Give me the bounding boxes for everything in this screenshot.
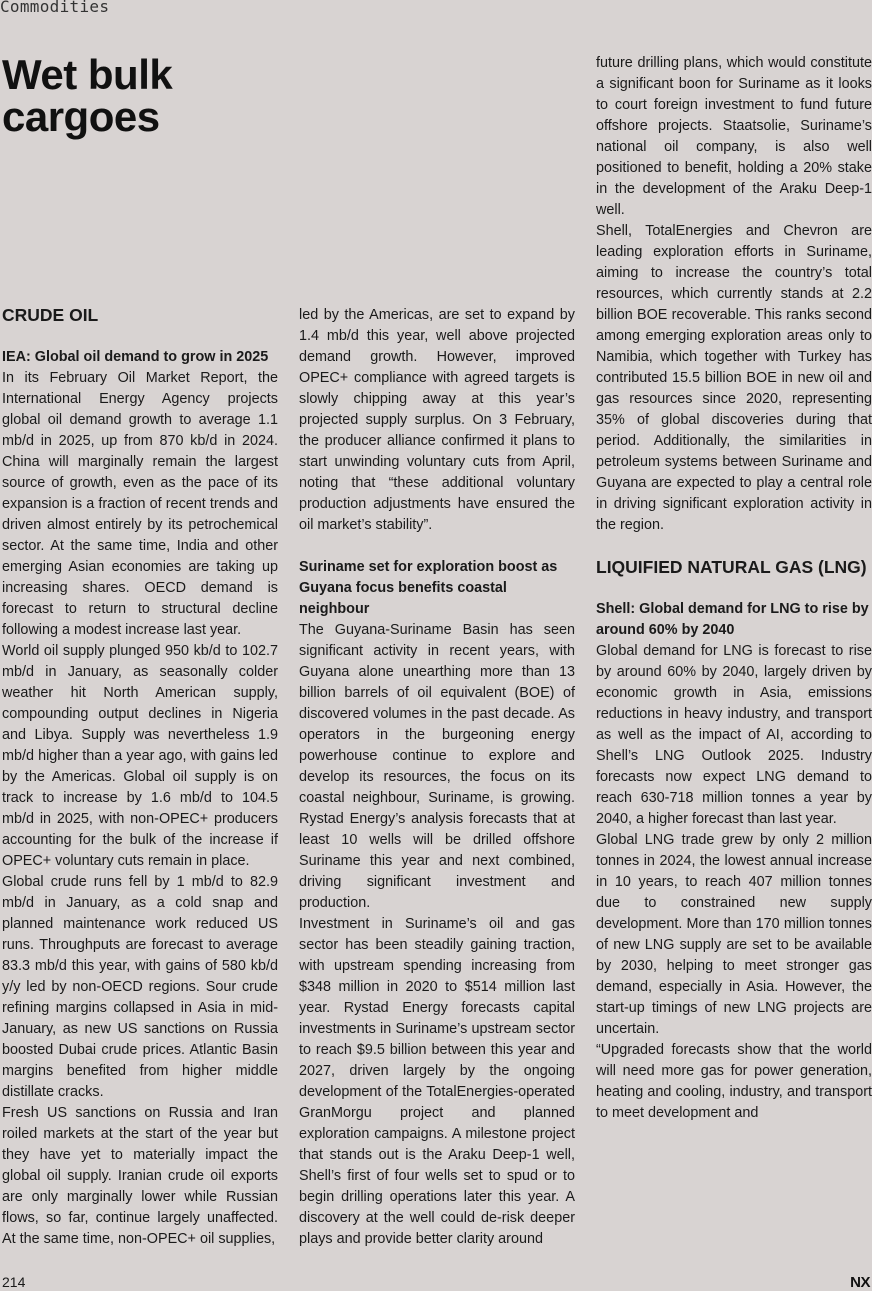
paragraph-continued: future drilling plans, which would constitute a significant boon for Suriname as it looks to court foreign investment to fund future offshore projects. Staatsolie, Suriname’s national oil company, is also well positioned to benefit, holding a 20% stake in the development of the Araku Deep-1 well. bbox=[596, 55, 872, 218]
paragraph: Global crude runs fell by 1 mb/d to 82.9 mb/d in January, as a cold snap and planned maintenance work reduced US runs. Throughputs are forecast to average 83.3 mb/d this year, with gains of 580 kb/d y/y led by non-OECD regions. Sour crude refining margins collapsed in Asia in mid-January, as new US sanctions on Russia boosted Dubai crude prices. Atlantic Basin margins benefited from higher middle distillate cracks. bbox=[2, 874, 278, 1100]
paragraph-split: Fresh US sanctions on Russia and Iran roiled markets at the start of the year but they have yet to materially impact the global oil supply. Iranian crude oil exports are only marginally lower while Russian flows, so far, continue largely unaffected. At the same time, non-OPEC+ oil supplies, bbox=[2, 1105, 278, 1247]
column-2 bbox=[299, 305, 575, 1250]
paragraph-split: Investment in Suriname’s oil and gas sector has been steadily gaining traction, with upstream spending increasing from $348 million in 2020 to $514 million last year. Rystad Energy forecasts capital investments in Suriname’s upstream sector to reach $9.5 billion between this year and 2027, driven largely by the ongoing development of the TotalEnergies-operated GranMorgu project and planned exploration campaigns. A milestone project that stands out is the Araku Deep-1 well, Shell’s first of four wells set to spud or to begin drilling operations later this year. A discovery at the well could de-risk deeper plays and provide better clarity around bbox=[299, 916, 575, 1247]
shell-article-heading: Shell: Global demand for LNG to rise by around 60% by 2040 bbox=[596, 601, 869, 638]
page-title: Wet bulk cargoes bbox=[2, 51, 173, 140]
paragraph: Shell, TotalEnergies and Chevron are leading exploration efforts in Suriname, aiming to increase the country’s total resources, which currently stands at 2.2 billion BOE recoverable. This ranks second among emerging exploration areas only to Namibia, which together with Turkey has contributed 15.5 billion BOE in new oil and gas resources since 2020, representing 35% of global discoveries during that period. Additionally, the similarities in petroleum systems between Suriname and Guyana are expected to play a central role in driving significant exploration activity in the region. bbox=[596, 223, 872, 533]
lng-heading: LIQUIFIED NATURAL GAS (LNG) bbox=[596, 557, 867, 577]
paragraph: Global demand for LNG is forecast to rise by around 60% by 2040, largely driven by economic growth in Asia, emissions reductions in heavy industry, and transport as well as the impact of AI, according to Shell’s LNG Outlook 2025. Industry forecasts now expect LNG demand to reach 630-718 million tonnes a year by 2040, a higher forecast than last year. bbox=[596, 643, 872, 827]
paragraph: The Guyana-Suriname Basin has seen significant activity in recent years, with Guyana alone unearthing more than 13 billion barrels of oil equivalent (BOE) of discovered volumes in the past decade. As operators in the burgeoning energy powerhouse continue to explore and develop its resources, the focus on its coastal neighbour, Suriname, is growing. Rystad Energy’s analysis forecasts that at least 10 wells will be drilled offshore Suriname this year and next combined, driving significant investment and production. bbox=[299, 622, 575, 911]
suriname-article-heading: Suriname set for exploration boost as Guyana focus benefits coastal neighbour bbox=[299, 559, 558, 617]
iea-article-heading: IEA: Global oil demand to grow in 2025 bbox=[2, 349, 269, 365]
paragraph: World oil supply plunged 950 kb/d to 102.7 mb/d in January, as seasonally colder weather hit North American supply, compounding output declines in Nigeria and Libya. Supply was nevertheless 1.9 mb/d higher than a year ago, with gains led by the Americas. Global oil supply is on track to increase by 1.6 mb/d to 104.5 mb/d in 2025, with non-OPEC+ producers accounting for the bulk of the increase if OPEC+ voluntary cuts remain in place. bbox=[2, 643, 278, 869]
column-1 bbox=[2, 305, 278, 1250]
paragraph: “Upgraded forecasts show that the world will need more gas for power generation, heating and cooling, industry, and transport to meet development and bbox=[596, 1042, 872, 1121]
column-3 bbox=[596, 53, 872, 1124]
paragraph-continued: led by the Americas, are set to expand by 1.4 mb/d this year, well above projected demand growth. However, improved OPEC+ compliance with agreed targets is slowly chipping away at this year’s projected supply surplus. On 3 February, the producer alliance confirmed it plans to start unwinding voluntary cuts from April, noting that “these additional voluntary production adjustments have ensured the oil market’s stability”. bbox=[299, 307, 575, 533]
crude-oil-heading: CRUDE OIL bbox=[2, 305, 99, 325]
page-number: 214 bbox=[2, 1274, 26, 1290]
section-tag: Commodities bbox=[0, 0, 110, 16]
paragraph: In its February Oil Market Report, the International Energy Agency projects global oil demand growth to average 1.1 mb/d in 2025, up from 870 kb/d in 2024. China will marginally remain the largest source of growth, even as the pace of its expansion is a fraction of recent trends and driven almost entirely by its petrochemical sector. At the same time, India and other emerging Asian economies are taking up increasing shares. OECD demand is forecast to return to structural decline following a modest increase last year. bbox=[2, 370, 278, 638]
brand-logo: NX bbox=[850, 1274, 870, 1291]
paragraph: Global LNG trade grew by only 2 million tonnes in 2024, the lowest annual increase in 10 years, to reach 407 million tonnes due to constrained new supply development. More than 170 million tonnes of new LNG supply are set to be available by 2030, helping to meet stronger gas demand, especially in Asia. However, the start-up timings of new LNG projects are uncertain. bbox=[596, 832, 872, 1037]
